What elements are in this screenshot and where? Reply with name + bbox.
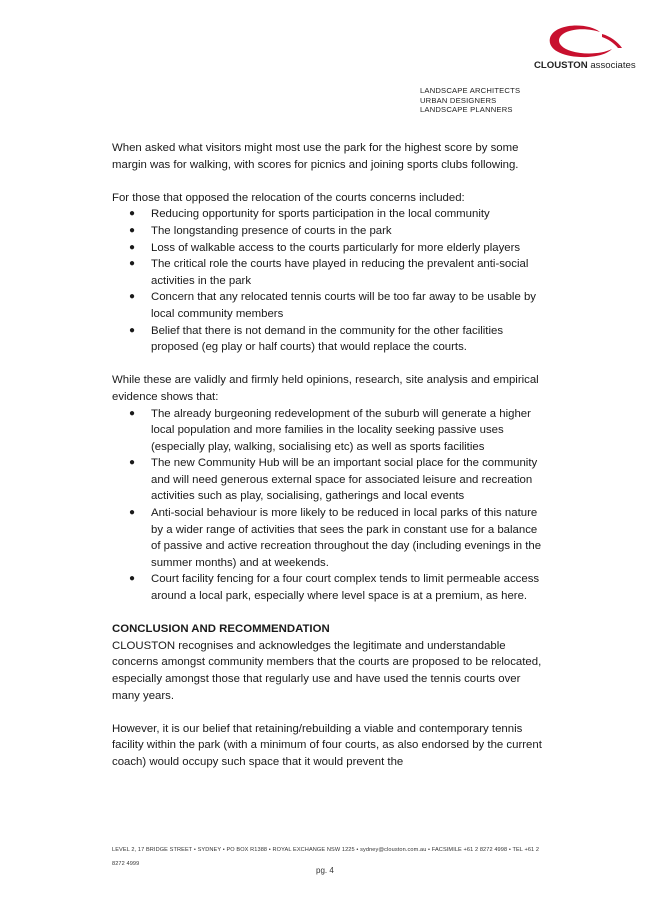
clouston-swoosh-icon [544, 24, 626, 60]
footer-line: 8272 4999 [112, 861, 140, 867]
paragraph: For those that opposed the relocation of the courts concerns included: [112, 191, 465, 204]
list-item: ● Concern that any relocated tennis courts will be too far away to be usable by local community members [129, 291, 536, 320]
tagline-line: LANDSCAPE ARCHITECTS [420, 86, 521, 95]
bullet-icon: ● [129, 507, 136, 519]
list-item: ● Reducing opportunity for sports participation in the local community [112, 206, 544, 223]
brand-name: CLOUSTON associates [534, 60, 636, 71]
list-item: ● Belief that there is not demand in the community for the other facilities proposed (eg play or half courts) that would replace the courts. [129, 324, 504, 354]
paragraph: CLOUSTON recognises and acknowledges the legitimate and understandable concerns amongst community members that the courts are proposed to be relocated, especially amongst those that regularly use and have used the tennis courts over many years. [112, 639, 542, 702]
tagline [420, 86, 540, 115]
bullet-icon: ● [129, 258, 136, 270]
paragraph: When asked what visitors might most use the park for the highest score by some margin was for walking, with scores for picnics and joining sports clubs following. [112, 142, 519, 171]
list-item: ● Court facility fencing for a four court complex tends to limit permeable access around a local park, especially where level space is at a premium, as here. [129, 573, 540, 603]
list-item: ● The longstanding presence of courts in the park [112, 223, 544, 240]
page-number: pg. 4 [316, 866, 334, 875]
tagline-line: URBAN DESIGNERS [420, 95, 497, 105]
document-body [112, 140, 544, 771]
bullet-icon: ● [129, 291, 136, 303]
list-item: ● Anti-social behaviour is more likely to be reduced in local parks of this nature by a wider range of activities that sees the park in constant use for a balance of passive and active recreation throughout the day (including evenings in the summer months) and at weekends. [129, 507, 542, 569]
clouston-logo [530, 24, 640, 76]
paragraph: However, it is our belief that retaining/rebuilding a viable and contemporary tennis facility within the park (with a minimum of four courts, as also endorsed by the current coach) would occupy such space that it would prevent the [112, 722, 542, 768]
bullet-icon: ● [129, 208, 136, 220]
bullet-icon: ● [129, 457, 136, 469]
footer-line: LEVEL 2, 17 BRIDGE STREET • SYDNEY • PO BOX R1388 • ROYAL EXCHANGE NSW 1225 • sydney@clouston.com.au • FACSIMILE +61 2 8272 4998 • TEL +61 2 [112, 847, 540, 853]
paragraph: While these are validly and firmly held opinions, research, site analysis and empirical evidence shows that: [112, 374, 539, 403]
bullet-icon: ● [129, 324, 136, 336]
footer-address [112, 842, 552, 867]
list-item: ● Loss of walkable access to the courts particularly for more elderly players [112, 240, 544, 257]
bullet-icon: ● [129, 241, 136, 253]
list-item: ● The critical role the courts have played in reducing the prevalent anti-social activities in the park [129, 258, 529, 287]
evidence-list [112, 406, 544, 605]
tagline-line: LANDSCAPE PLANNERS [420, 105, 513, 114]
list-item: ● The new Community Hub will be an important social place for the community and will need generous external space for associated leisure and recreation activities such as play, socialising, gatherings and local events [129, 457, 538, 503]
bullet-icon: ● [129, 573, 136, 585]
bullet-icon: ● [129, 407, 136, 419]
bullet-icon: ● [129, 224, 136, 236]
list-item: ● The already burgeoning redevelopment of the suburb will generate a higher local population and more families in the locality seeking passive uses (especially play, walking, socialising etc) as well as sports facilities [129, 407, 531, 453]
section-heading: CONCLUSION AND RECOMMENDATION [112, 623, 330, 636]
concerns-list [112, 206, 544, 355]
